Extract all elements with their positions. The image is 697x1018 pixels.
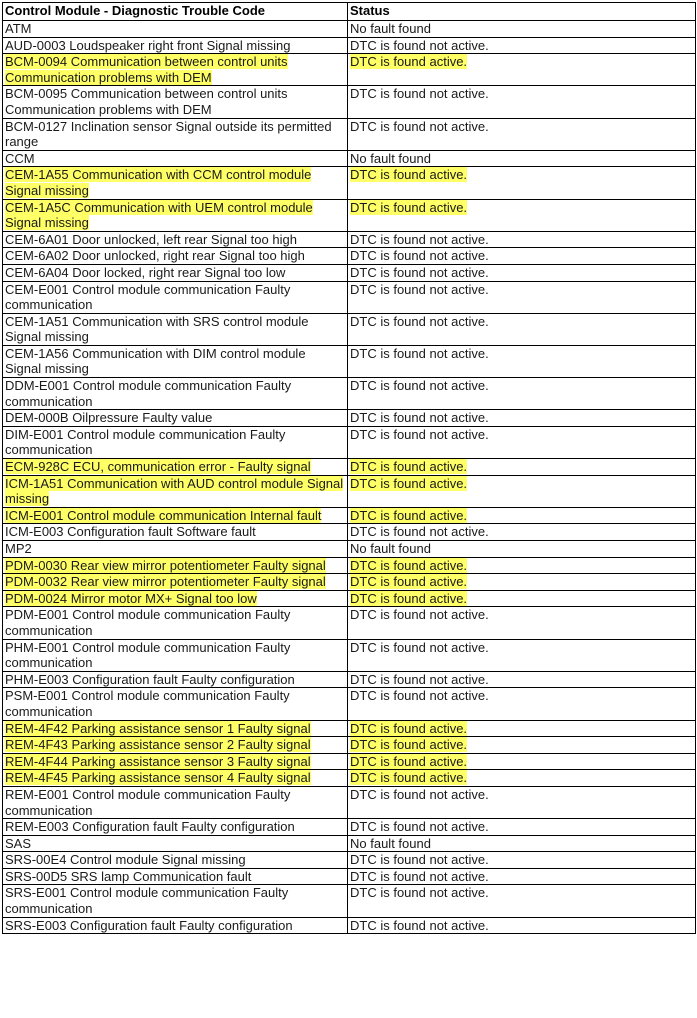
dtc-status-text: DTC is found not active. [350, 410, 489, 426]
dtc-code-text: SRS-E003 Configuration fault Faulty configuration [5, 917, 293, 933]
dtc-code-cell [3, 54, 348, 86]
dtc-code-cell [3, 345, 348, 377]
dtc-status-cell [348, 607, 696, 639]
dtc-code-cell [3, 639, 348, 671]
dtc-status-text: DTC is found not active. [350, 639, 489, 655]
dtc-status-text: DTC is found not active. [350, 786, 489, 802]
dtc-status-text: No fault found [350, 150, 431, 166]
dtc-status-cell [348, 231, 696, 248]
dtc-code-text: CEM-1A56 Communication with DIM control module Signal missing [5, 345, 306, 377]
dtc-code-cell [3, 281, 348, 313]
dtc-status-cell [348, 688, 696, 720]
dtc-status-cell [348, 885, 696, 917]
table-row [3, 199, 696, 231]
dtc-code-cell [3, 786, 348, 818]
table-row [3, 819, 696, 836]
table-row [3, 574, 696, 591]
dtc-code-cell [3, 475, 348, 507]
dtc-code-cell [3, 753, 348, 770]
dtc-code-cell [3, 671, 348, 688]
dtc-code-cell [3, 557, 348, 574]
dtc-code-cell [3, 231, 348, 248]
dtc-status-text: DTC is found not active. [350, 231, 489, 247]
dtc-status-text: DTC is found not active. [350, 852, 489, 868]
status-header: Status [348, 3, 696, 21]
table-row [3, 54, 696, 86]
dtc-code-cell [3, 819, 348, 836]
dtc-code-text: CCM [5, 150, 35, 166]
dtc-code-text: ICM-1A51 Communication with AUD control module Signal missing [5, 475, 344, 507]
dtc-code-text: AUD-0003 Loudspeaker right front Signal missing [5, 37, 291, 53]
table-row [3, 639, 696, 671]
table-row [3, 885, 696, 917]
dtc-code-text: CEM-6A01 Door unlocked, left rear Signal too high [5, 231, 297, 247]
dtc-status-cell [348, 917, 696, 934]
table-row [3, 281, 696, 313]
table-row [3, 753, 696, 770]
dtc-code-cell [3, 770, 348, 787]
dtc-report [2, 2, 695, 934]
dtc-code-cell [3, 507, 348, 524]
dtc-status-text: DTC is found active. [350, 753, 468, 769]
table-row [3, 688, 696, 720]
dtc-status-cell [348, 410, 696, 427]
dtc-code-text: SRS-00D5 SRS lamp Communication fault [5, 868, 252, 884]
dtc-code-text: MP2 [5, 541, 32, 556]
dtc-status-cell [348, 475, 696, 507]
dtc-code-cell [3, 720, 348, 737]
dtc-status-cell [348, 37, 696, 54]
dtc-code-cell [3, 607, 348, 639]
table-row [3, 459, 696, 476]
table-row [3, 590, 696, 607]
dtc-status-text: DTC is found not active. [350, 426, 489, 442]
dtc-status-text: DTC is found active. [350, 54, 468, 70]
dtc-code-cell [3, 248, 348, 265]
dtc-status-text: DTC is found not active. [350, 118, 489, 134]
dtc-status-text: DTC is found not active. [350, 264, 489, 280]
dtc-code-text: BCM-0127 Inclination sensor Signal outside its permitted range [5, 118, 332, 150]
dtc-status-cell [348, 671, 696, 688]
dtc-status-cell [348, 54, 696, 86]
table-row [3, 426, 696, 458]
dtc-status-cell [348, 770, 696, 787]
dtc-code-text: REM-E003 Configuration fault Faulty configuration [5, 819, 295, 835]
dtc-code-cell [3, 541, 348, 558]
dtc-code-text: ICM-E003 Configuration fault Software fault [5, 524, 256, 540]
dtc-status-text: DTC is found active. [350, 475, 468, 491]
dtc-code-cell [3, 118, 348, 150]
dtc-status-cell [348, 753, 696, 770]
dtc-status-text: DTC is found not active. [350, 885, 489, 901]
dtc-status-cell [348, 426, 696, 458]
dtc-code-cell [3, 37, 348, 54]
dtc-status-text: DTC is found active. [350, 459, 468, 475]
dtc-code-text: SRS-00E4 Control module Signal missing [5, 852, 246, 868]
dtc-status-cell [348, 737, 696, 754]
table-row [3, 835, 696, 852]
dtc-code-text: CEM-1A51 Communication with SRS control module Signal missing [5, 313, 309, 345]
table-row [3, 118, 696, 150]
dtc-status-cell [348, 819, 696, 836]
dtc-code-text: SRS-E001 Control module communication Faulty communication [5, 885, 289, 917]
dtc-code-cell [3, 852, 348, 869]
dtc-code-text: PDM-E001 Control module communication Faulty communication [5, 607, 291, 638]
dtc-code-text: PDM-0024 Mirror motor MX+ Signal too low [5, 590, 257, 606]
dtc-status-cell [348, 21, 696, 38]
dtc-code-text: ICM-E001 Control module communication Internal fault [5, 507, 322, 523]
dtc-status-text: DTC is found active. [350, 590, 468, 606]
dtc-code-text: ECM-928C ECU, communication error - Faulty signal [5, 459, 311, 475]
table-row [3, 671, 696, 688]
table-row [3, 524, 696, 541]
dtc-status-text: DTC is found not active. [350, 345, 489, 361]
table-row [3, 720, 696, 737]
table-row [3, 770, 696, 787]
dtc-code-cell [3, 590, 348, 607]
dtc-code-text: PDM-0032 Rear view mirror potentiometer Faulty signal [5, 574, 326, 590]
dtc-code-text: CEM-1A55 Communication with CCM control module Signal missing [5, 167, 312, 198]
dtc-status-cell [348, 86, 696, 118]
dtc-status-cell [348, 150, 696, 167]
dtc-code-text: PSM-E001 Control module communication Faulty communication [5, 688, 290, 719]
dtc-code-cell [3, 313, 348, 345]
dtc-status-text: DTC is found active. [350, 507, 468, 523]
dtc-status-cell [348, 557, 696, 574]
dtc-code-text: PHM-E003 Configuration fault Faulty configuration [5, 671, 295, 687]
table-row [3, 410, 696, 427]
table-row [3, 345, 696, 377]
table-row [3, 264, 696, 281]
dtc-status-text: No fault found [350, 541, 431, 556]
dtc-code-text: REM-4F42 Parking assistance sensor 1 Faulty signal [5, 720, 311, 736]
table-row [3, 313, 696, 345]
dtc-code-cell [3, 86, 348, 118]
table-row [3, 167, 696, 199]
dtc-status-text: DTC is found not active. [350, 86, 489, 102]
dtc-code-text: CEM-E001 Control module communication Faulty communication [5, 281, 291, 313]
dtc-status-cell [348, 199, 696, 231]
dtc-code-text: REM-E001 Control module communication Faulty communication [5, 786, 291, 818]
dtc-status-text: DTC is found not active. [350, 607, 489, 623]
dtc-status-text: DTC is found active. [350, 737, 468, 753]
dtc-code-cell [3, 21, 348, 38]
dtc-code-cell [3, 574, 348, 591]
dtc-status-text: DTC is found not active. [350, 671, 489, 687]
dtc-code-text: REM-4F45 Parking assistance sensor 4 Faulty signal [5, 770, 311, 786]
dtc-code-cell [3, 917, 348, 934]
header-row [3, 3, 696, 21]
table-row [3, 231, 696, 248]
dtc-table-body [3, 21, 696, 934]
table-row [3, 378, 696, 410]
table-row [3, 607, 696, 639]
dtc-status-cell [348, 541, 696, 558]
dtc-status-text: DTC is found not active. [350, 313, 489, 329]
table-row [3, 248, 696, 265]
dtc-status-cell [348, 459, 696, 476]
dtc-status-text: DTC is found active. [350, 574, 468, 590]
dtc-status-text: DTC is found not active. [350, 281, 489, 297]
table-row [3, 868, 696, 885]
table-row [3, 786, 696, 818]
dtc-status-cell [348, 345, 696, 377]
table-row [3, 852, 696, 869]
dtc-code-cell [3, 199, 348, 231]
dtc-status-text: No fault found [350, 835, 431, 851]
dtc-code-cell [3, 688, 348, 720]
dtc-code-cell [3, 868, 348, 885]
dtc-code-text: SAS [5, 835, 32, 851]
dtc-code-cell [3, 410, 348, 427]
dtc-status-text: DTC is found active. [350, 720, 468, 736]
dtc-code-text: BCM-0095 Communication between control units Communication problems with DEM [5, 86, 288, 117]
dtc-status-text: DTC is found active. [350, 167, 468, 183]
dtc-status-cell [348, 281, 696, 313]
table-row [3, 507, 696, 524]
dtc-code-cell [3, 150, 348, 167]
dtc-code-cell [3, 264, 348, 281]
dtc-code-cell [3, 426, 348, 458]
dtc-status-text: DTC is found active. [350, 557, 468, 573]
dtc-status-cell [348, 264, 696, 281]
dtc-status-cell [348, 118, 696, 150]
dtc-status-cell [348, 507, 696, 524]
table-row [3, 37, 696, 54]
dtc-status-text: DTC is found not active. [350, 819, 489, 835]
dtc-status-cell [348, 574, 696, 591]
dtc-code-text: DEM-000B Oilpressure Faulty value [5, 410, 213, 426]
table-row [3, 21, 696, 38]
dtc-code-text: REM-4F44 Parking assistance sensor 3 Faulty signal [5, 753, 311, 769]
table-row [3, 557, 696, 574]
dtc-status-text: DTC is found not active. [350, 248, 489, 264]
dtc-code-text: PDM-0030 Rear view mirror potentiometer Faulty signal [5, 557, 326, 573]
dtc-code-text: ATM [5, 21, 32, 36]
table-row [3, 541, 696, 558]
dtc-status-cell [348, 590, 696, 607]
dtc-code-cell [3, 885, 348, 917]
dtc-status-text: DTC is found not active. [350, 524, 489, 540]
dtc-status-text: DTC is found active. [350, 770, 468, 786]
dtc-code-cell [3, 459, 348, 476]
dtc-status-cell [348, 639, 696, 671]
dtc-code-text: DIM-E001 Control module communication Faulty communication [5, 426, 286, 458]
dtc-code-cell [3, 737, 348, 754]
dtc-status-cell [348, 720, 696, 737]
dtc-status-text: DTC is found not active. [350, 378, 489, 394]
dtc-code-text: CEM-6A02 Door unlocked, right rear Signal too high [5, 248, 305, 264]
dtc-code-text: CEM-1A5C Communication with UEM control module Signal missing [5, 199, 313, 231]
dtc-code-text: REM-4F43 Parking assistance sensor 2 Faulty signal [5, 737, 311, 753]
dtc-status-cell [348, 835, 696, 852]
table-row [3, 737, 696, 754]
dtc-code-text: CEM-6A04 Door locked, right rear Signal too low [5, 264, 286, 280]
dtc-code-cell [3, 167, 348, 199]
dtc-status-text: DTC is found not active. [350, 37, 489, 53]
dtc-status-cell [348, 524, 696, 541]
module-code-header: Control Module - Diagnostic Trouble Code [3, 3, 348, 21]
dtc-status-cell [348, 378, 696, 410]
table-row [3, 150, 696, 167]
dtc-status-cell [348, 852, 696, 869]
dtc-code-cell [3, 378, 348, 410]
table-row [3, 917, 696, 934]
dtc-status-cell [348, 313, 696, 345]
dtc-code-cell [3, 524, 348, 541]
table-row [3, 475, 696, 507]
dtc-status-text: DTC is found active. [350, 199, 468, 215]
dtc-status-text: DTC is found not active. [350, 917, 489, 933]
dtc-status-cell [348, 248, 696, 265]
dtc-code-text: PHM-E001 Control module communication Faulty communication [5, 639, 291, 671]
dtc-status-cell [348, 167, 696, 199]
dtc-status-text: No fault found [350, 21, 431, 36]
table-row [3, 86, 696, 118]
dtc-status-cell [348, 868, 696, 885]
dtc-code-text: BCM-0094 Communication between control units Communication problems with DEM [5, 54, 288, 85]
dtc-status-text: DTC is found not active. [350, 868, 489, 884]
dtc-table [2, 2, 696, 934]
dtc-status-cell [348, 786, 696, 818]
dtc-code-cell [3, 835, 348, 852]
dtc-code-text: DDM-E001 Control module communication Faulty communication [5, 378, 292, 409]
dtc-status-text: DTC is found not active. [350, 688, 489, 704]
